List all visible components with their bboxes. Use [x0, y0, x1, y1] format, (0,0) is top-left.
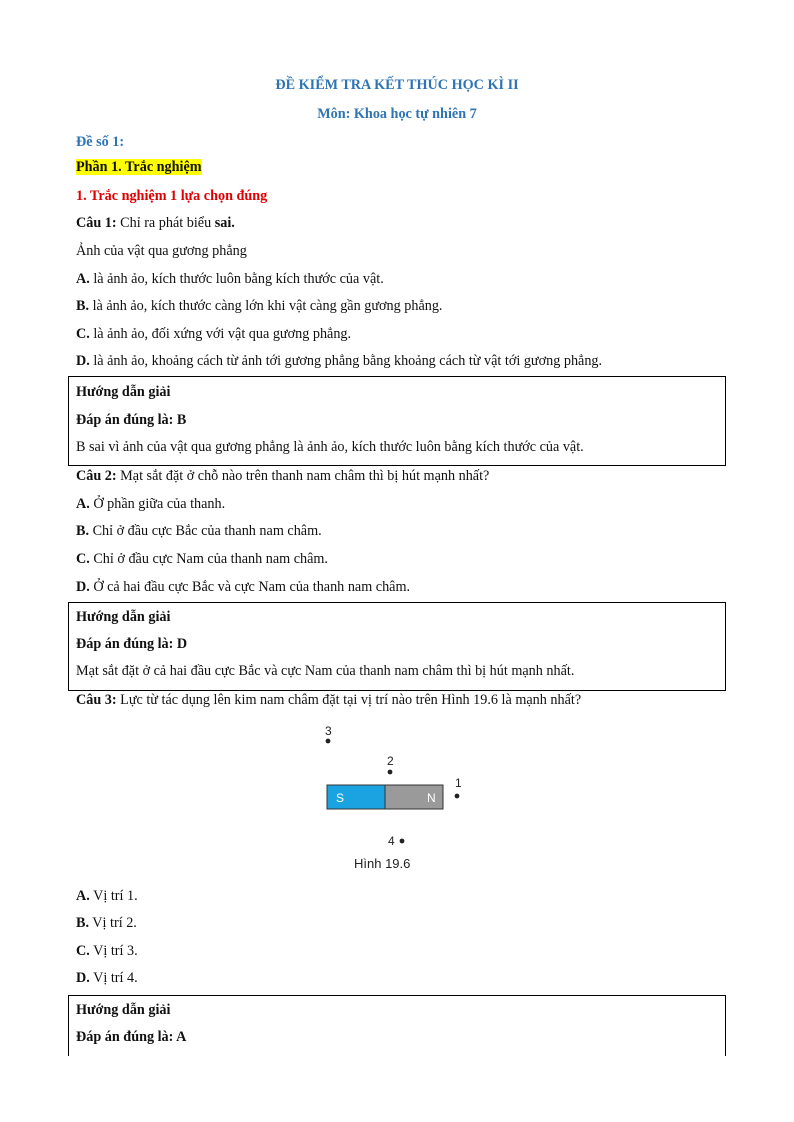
question-label: Câu 3:	[76, 692, 117, 708]
part-heading	[76, 158, 202, 176]
point-1-dot	[455, 794, 460, 799]
point-3-dot	[326, 739, 331, 744]
question-emphasis: sai.	[214, 215, 235, 231]
option-text: Vị trí 3.	[89, 943, 138, 959]
exam-title: ĐỀ KIỂM TRA KẾT THÚC HỌC KÌ II	[275, 77, 519, 93]
solution-answer	[76, 1028, 186, 1046]
option-text: Vị trí 4.	[89, 970, 138, 986]
option-c	[76, 325, 351, 343]
option-key: C.	[76, 551, 90, 567]
question-stem: Ảnh của vật qua gương phẳng	[76, 243, 247, 259]
question-label: Câu 1:	[76, 215, 117, 231]
question-1	[76, 214, 235, 232]
solution-title-text: Hướng dẫn giải	[76, 1002, 171, 1018]
section-heading: 1. Trắc nghiệm 1 lựa chọn đúng	[76, 188, 268, 204]
option-key: C.	[76, 943, 90, 959]
north-pole-label: N	[427, 791, 436, 805]
solution-explanation: B sai vì ảnh của vật qua gương phẳng là ảnh ảo, kích thước luôn bằng kích thước của vật.	[76, 439, 584, 455]
option-d	[76, 578, 410, 596]
solution-answer	[76, 635, 187, 653]
question-3	[76, 691, 581, 709]
point-3-label: 3	[325, 724, 332, 738]
option-b	[76, 914, 137, 932]
option-c	[76, 942, 138, 960]
option-key: B.	[76, 915, 90, 931]
question-label: Câu 2:	[76, 468, 117, 484]
figure-caption: Hình 19.6	[354, 856, 411, 871]
option-text: Ở phần giữa của thanh.	[89, 496, 226, 512]
question-text: Mạt sắt đặt ở chỗ nào trên thanh nam châm thì bị hút mạnh nhất?	[116, 468, 490, 484]
option-b	[76, 297, 442, 315]
option-key: B.	[76, 298, 90, 314]
option-key: B.	[76, 523, 90, 539]
option-key: A.	[76, 496, 90, 512]
option-key: A.	[76, 271, 90, 287]
exam-label: Đề số 1:	[76, 134, 125, 150]
question-text: Lực từ tác dụng lên kim nam châm đặt tại vị trí nào trên Hình 19.6 là mạnh nhất?	[116, 692, 582, 708]
option-d	[76, 352, 602, 370]
part-heading-text: Phần 1. Trắc nghiệm	[76, 159, 202, 175]
solution-answer-text: Đáp án đúng là: B	[76, 412, 187, 428]
option-text: Chỉ ở đầu cực Nam của thanh nam châm.	[89, 551, 328, 567]
option-text: Ở cả hai đầu cực Bắc và cực Nam của thanh nam châm.	[89, 579, 411, 595]
option-text: là ảnh ảo, đối xứng với vật qua gương phẳng.	[89, 326, 352, 342]
option-a	[76, 495, 225, 513]
option-key: C.	[76, 326, 90, 342]
option-key: D.	[76, 970, 90, 986]
point-2-dot	[388, 770, 393, 775]
option-c	[76, 550, 328, 568]
solution-title-text: Hướng dẫn giải	[76, 384, 171, 400]
option-text: Vị trí 1.	[89, 888, 138, 904]
option-text: Vị trí 2.	[89, 915, 137, 931]
solution-answer	[76, 411, 186, 429]
option-b	[76, 522, 322, 540]
option-text: là ảnh ảo, kích thước luôn bằng kích thước của vật.	[89, 271, 384, 287]
option-key: A.	[76, 888, 90, 904]
question-text: Chỉ ra phát biểu	[116, 215, 215, 231]
option-key: D.	[76, 353, 90, 369]
solution-title	[76, 1001, 170, 1019]
solution-answer-text: Đáp án đúng là: D	[76, 636, 188, 652]
option-d	[76, 969, 138, 987]
option-a	[76, 887, 138, 905]
solution-title-text: Hướng dẫn giải	[76, 609, 171, 625]
question-2	[76, 467, 489, 485]
point-4-dot	[400, 839, 405, 844]
point-2-label: 2	[387, 754, 394, 768]
option-text: Chỉ ở đầu cực Bắc của thanh nam châm.	[89, 523, 322, 539]
option-a	[76, 270, 384, 288]
point-4-label: 4	[388, 834, 395, 848]
option-text: là ảnh ảo, kích thước càng lớn khi vật càng gần gương phẳng.	[89, 298, 443, 314]
solution-title	[76, 383, 170, 401]
option-key: D.	[76, 579, 90, 595]
option-text: là ảnh ảo, khoảng cách từ ảnh tới gương phẳng bằng khoảng cách từ vật tới gương phẳng.	[89, 353, 603, 369]
solution-answer-text: Đáp án đúng là: A	[76, 1029, 187, 1045]
magnet-figure	[300, 718, 490, 878]
solution-title	[76, 608, 170, 626]
subject-title: Môn: Khoa học tự nhiên 7	[317, 106, 477, 122]
solution-explanation: Mạt sắt đặt ở cả hai đầu cực Bắc và cực Nam của thanh nam châm thì bị hút mạnh nhất.	[76, 663, 575, 679]
point-1-label: 1	[455, 776, 462, 790]
south-pole-label: S	[336, 791, 345, 805]
